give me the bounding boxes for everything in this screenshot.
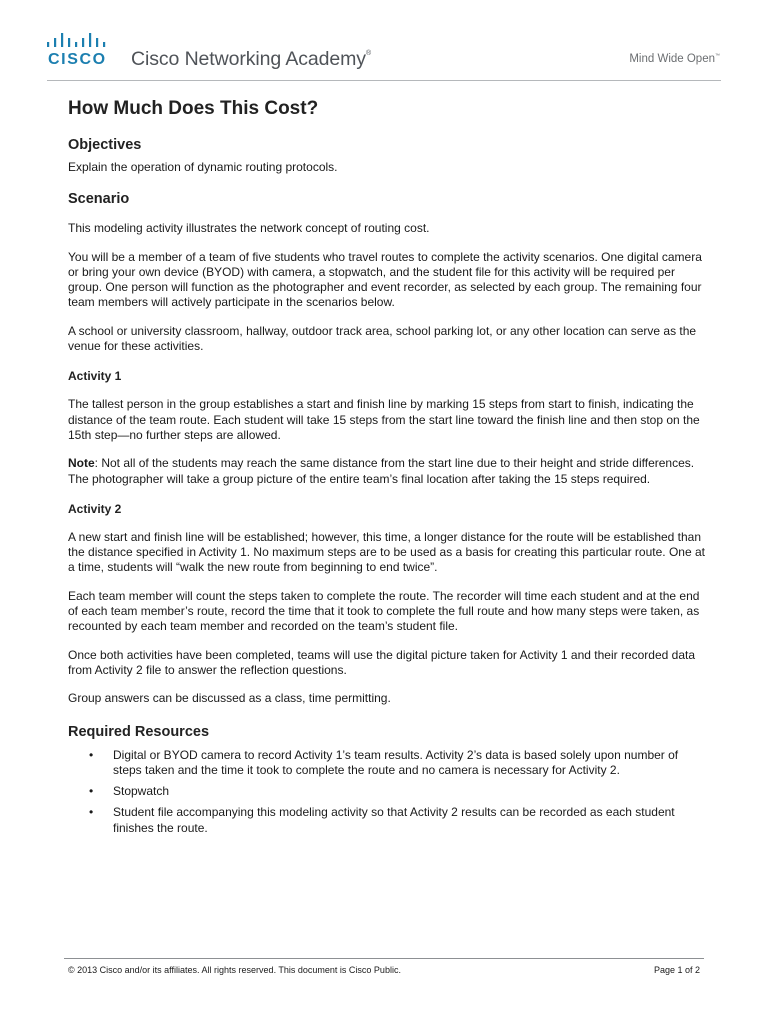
document-body xyxy=(68,96,708,842)
note-text: : Not all of the students may reach the same distance from the start line due to their height and stride differences. The photographer will take a group picture of the entire team’s final location after taking the 15 steps required. xyxy=(68,456,695,486)
activity-2-paragraph: Group answers can be discussed as a class, time permitting. xyxy=(68,691,391,706)
objectives-text: Explain the operation of dynamic routing protocols. xyxy=(68,160,338,174)
cisco-logo-text: CISCO xyxy=(48,51,107,68)
objectives-heading: Objectives xyxy=(68,137,142,153)
document-title: How Much Does This Cost? xyxy=(68,98,319,119)
copyright-notice: © 2013 Cisco and/or its affiliates. All rights reserved. This document is Cisco Public. xyxy=(68,965,401,975)
trademark-mark: ™ xyxy=(715,53,720,59)
scenario-heading: Scenario xyxy=(68,191,130,208)
bullet-icon: • xyxy=(89,747,94,762)
activity-2-paragraph: Each team member will count the steps taken to complete the route. The recorder will time each student and at the end of each team member’s route, record the time that it took to complete the full route and how many steps were taken, as recounted by each team member and recorded on the team’s student file. xyxy=(68,588,700,634)
activity-2-heading: Activity 2 xyxy=(68,501,122,516)
activity-2-paragraph: Once both activities have been completed, teams will use the digital picture taken for Activity 1 and their recorded data from Activity 2 file to answer the reflection questions. xyxy=(68,647,696,677)
list-item xyxy=(68,748,708,779)
list-item-text: Digital or BYOD camera to record Activity 1’s team results. Activity 2’s data is based solely upon number of steps taken and the time it took to complete the route and no camera is necessary for Activity 2. xyxy=(113,747,679,777)
scenario-paragraph: This modeling activity illustrates the network concept of routing cost. xyxy=(68,221,430,236)
academy-title xyxy=(131,48,371,71)
page-number: Page 1 of 2 xyxy=(653,965,700,975)
bullet-icon: • xyxy=(89,784,94,799)
activity-1-note xyxy=(68,456,708,487)
activity-1-heading: Activity 1 xyxy=(68,369,122,384)
tagline xyxy=(629,53,720,65)
registered-mark: ® xyxy=(365,50,372,57)
activity-2-paragraph: A new start and finish line will be established; however, this time, a longer distance for the route will be established than the distance specified in Activity 1. No maximum steps are to be used as a basis for creating this particular route. One at a time, students will “walk the new route from beginning to end twice”. xyxy=(68,529,705,575)
note-label: Note xyxy=(68,456,95,471)
footer-divider xyxy=(64,958,704,959)
bullet-icon: • xyxy=(89,805,94,820)
header-divider xyxy=(47,80,721,81)
list-item-text: Student file accompanying this modeling activity so that Activity 2 results can be recorded as each student finishes the route. xyxy=(113,805,675,835)
cisco-bars-icon xyxy=(44,32,118,48)
cisco-logo xyxy=(44,32,118,72)
scenario-paragraph: You will be a member of a team of five students who travel routes to complete the activity scenarios. One digital camera or bring your own device (BYOD) with camera, a stopwatch, and the student file for this activity will be required per group. One person will function as the photographer and event recorder, as selected by each group. The remaining four team members will actively participate in the scenarios below. xyxy=(68,249,702,310)
list-item xyxy=(68,784,708,799)
scenario-paragraph: A school or university classroom, hallway, outdoor track area, school parking lot, or any other location can serve as the venue for these activities. xyxy=(68,323,697,354)
list-item-text: Stopwatch xyxy=(113,784,170,799)
resources-list xyxy=(68,748,708,836)
list-item xyxy=(68,805,708,836)
activity-1-text: The tallest person in the group establishes a start and finish line by marking 15 steps from start to finish, indicating the distance of the team route. Each student will take 15 steps from the start line toward the finish line and then stop on the 15th step—no further steps are allowed. xyxy=(68,397,700,442)
resources-heading: Required Resources xyxy=(68,723,210,740)
tagline-text: Mind Wide Open xyxy=(629,53,715,65)
academy-title-text: Cisco Networking Academy xyxy=(131,48,366,70)
